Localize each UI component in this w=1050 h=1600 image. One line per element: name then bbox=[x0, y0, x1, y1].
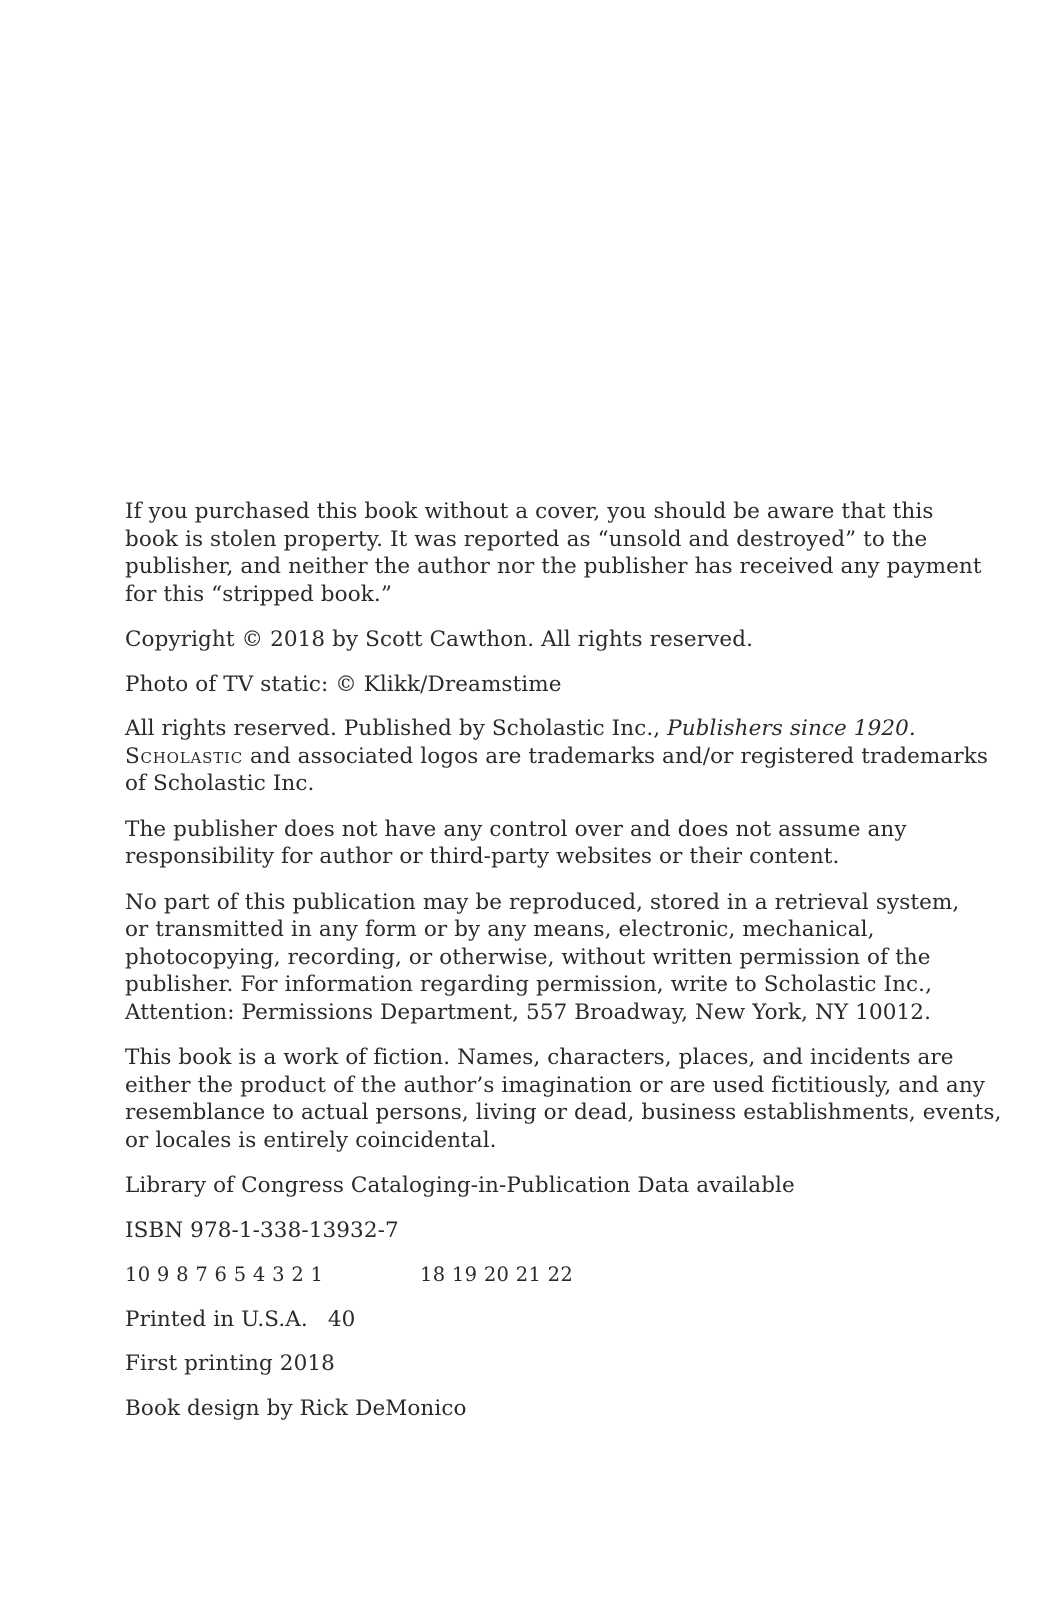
fiction-disclaimer-line: resemblance to actual persons, living or dead, business establishments, events, bbox=[125, 1100, 1002, 1125]
reproduction-notice-line: publisher. For information regarding permission, write to Scholastic Inc., bbox=[125, 972, 933, 997]
publisher-line-text: All rights reserved. Published by Scholastic Inc., bbox=[125, 716, 668, 741]
year-numbers: 18 19 20 21 22 bbox=[420, 1263, 574, 1286]
publisher-block bbox=[125, 715, 988, 798]
reproduction-notice-line: or transmitted in any form or by any means, electronic, mechanical, bbox=[125, 917, 875, 942]
book-design-credit: Book design by Rick DeMonico bbox=[125, 1395, 467, 1421]
publisher-tagline: Publishers since 1920. bbox=[667, 716, 916, 741]
stripped-book-notice-line: If you purchased this book without a cover, you should be aware that this bbox=[125, 499, 934, 524]
printing-numbers bbox=[125, 1261, 925, 1289]
trademark-line bbox=[125, 743, 988, 771]
copyright-line: Copyright © 2018 by Scott Cawthon. All rights reserved. bbox=[125, 627, 754, 652]
websites-disclaimer-line: The publisher does not have any control over and does not assume any bbox=[125, 816, 907, 842]
fiction-disclaimer-line: either the product of the author’s imagination or are used fictitiously, and any bbox=[125, 1072, 986, 1098]
fiction-disclaimer-line: or locales is entirely coincidental. bbox=[125, 1127, 497, 1153]
stripped-book-notice-line: book is stolen property. It was reported as “unsold and destroyed” to the bbox=[125, 526, 928, 552]
trademark-line-text: and associated logos are trademarks and/or registered trademarks bbox=[243, 743, 988, 769]
publisher-line bbox=[125, 715, 925, 743]
reproduction-notice-line: Attention: Permissions Department, 557 Broadway, New York, NY 10012. bbox=[125, 999, 932, 1025]
stripped-book-notice bbox=[125, 498, 982, 608]
stripped-book-notice-line: publisher, and neither the author nor the publisher has received any payment bbox=[125, 554, 982, 579]
fiction-disclaimer-line: This book is a work of fiction. Names, characters, places, and incidents are bbox=[125, 1045, 954, 1070]
isbn: ISBN 978-1-338-13932-7 bbox=[125, 1217, 399, 1243]
first-printing: First printing 2018 bbox=[125, 1351, 335, 1376]
reproduction-notice-line: No part of this publication may be reproduced, stored in a retrieval system, bbox=[125, 889, 960, 915]
cip-data: Library of Congress Cataloging-in-Publication Data available bbox=[125, 1173, 795, 1198]
printed-in-label: Printed in U.S.A. bbox=[125, 1306, 308, 1332]
scholastic-trademark: Scholastic bbox=[125, 743, 244, 769]
printed-in bbox=[125, 1306, 925, 1334]
printer-code: 40 bbox=[327, 1306, 356, 1332]
stripped-book-notice-line: for this “stripped book.” bbox=[125, 581, 392, 607]
trademark-owner-line: of Scholastic Inc. bbox=[125, 771, 315, 796]
photo-credit: Photo of TV static: © Klikk/Dreamstime bbox=[125, 671, 562, 697]
reproduction-notice bbox=[125, 889, 960, 1027]
fiction-disclaimer bbox=[125, 1044, 1002, 1154]
impression-numbers: 10 9 8 7 6 5 4 3 2 1 bbox=[125, 1263, 324, 1286]
websites-disclaimer bbox=[125, 816, 925, 871]
websites-disclaimer-line: responsibility for author or third-party websites or their content. bbox=[125, 844, 840, 869]
copyright-page bbox=[125, 498, 1002, 1439]
reproduction-notice-line: photocopying, recording, or otherwise, without written permission of the bbox=[125, 944, 931, 970]
